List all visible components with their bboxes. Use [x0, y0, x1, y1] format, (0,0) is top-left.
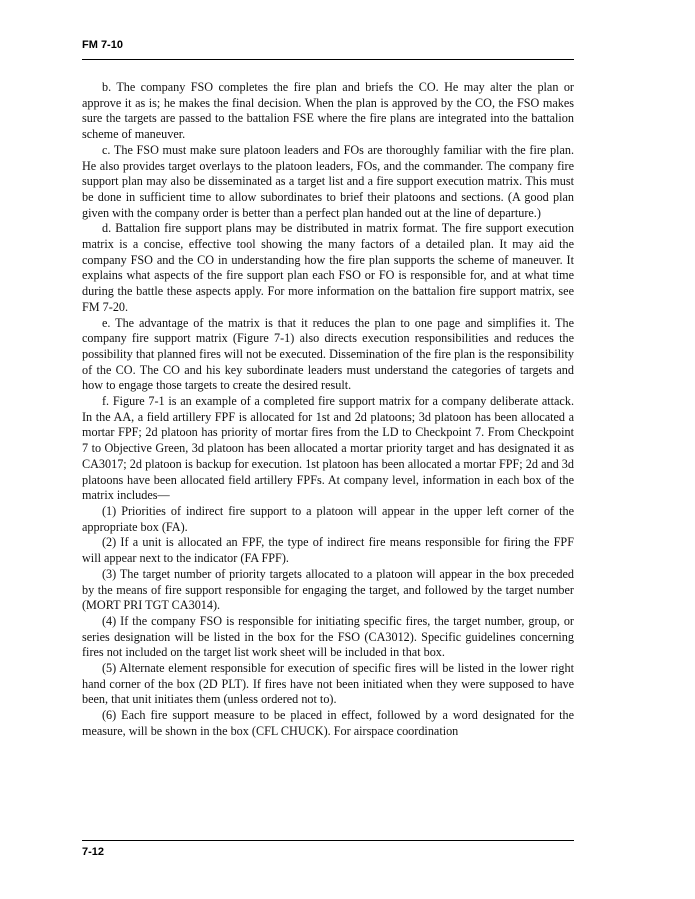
- subparagraph-6: (6) Each fire support measure to be placed in effect, followed by a word designated for the measure, will be shown in the box (CFL CHUCK). For airspace coordination: [82, 708, 574, 738]
- paragraph-c: c. The FSO must make sure platoon leaders and FOs are thoroughly familiar with the fire plan. He also provides target overlays to the platoon leaders, FOs, and the commander. The company fire support plan may also be disseminated as a target list and a fire support execution matrix. This must be done in sufficient time to allow subordinates to brief their platoons and sections. (A good plan given with the company order is better than a perfect plan handed out at the line of departure.): [82, 142, 574, 220]
- body-text: [82, 80, 574, 740]
- subparagraph-5: (5) Alternate element responsible for execution of specific fires will be listed in the lower right hand corner of the box (2D PLT). If fires have not been initiated when they were supposed to have been, that unit initiates them (unless ordered not to).: [82, 661, 574, 707]
- subparagraph-3: (3) The target number of priority targets allocated to a platoon will appear in the box preceded by the means of fire support responsible for engaging the target, and followed by the target number (MORT PRI TGT CA3014).: [82, 566, 574, 613]
- page-header: [82, 39, 574, 60]
- paragraph-f: f. Figure 7-1 is an example of a completed fire support matrix for a company deliberate attack. In the AA, a field artillery FPF is allocated for 1st and 2d platoons; 3d platoon has been allocated a mortar FPF; 2d platoon has priority of mortar fires from the LD to Checkpoint 7. From Checkpoint 7 to Objective Green, 3d platoon has been allocated a mortar priority target and has designated it as CA3017; 2d platoon is backup for execution. 1st platoon has been allocated a mortar FPF; 2d and 3d platoons have been allocated field artillery FPFs. At company level, information in each box of the matrix includes—: [82, 394, 574, 503]
- subparagraph-4: (4) If the company FSO is responsible for initiating specific fires, the target number, group, or series designation will be listed in the box for the FSO (CA3012). Specific guidelines concerning fires not included on the target list work sheet will be included in that box.: [82, 613, 574, 660]
- page-footer: [82, 840, 574, 858]
- page-number: 7-12: [82, 846, 105, 858]
- subparagraph-2: (2) If a unit is allocated an FPF, the type of indirect fire means responsible for firing the FPF will appear next to the indicator (FA FPF).: [82, 535, 574, 566]
- paragraph-d: d. Battalion fire support plans may be distributed in matrix format. The fire support execution matrix is a concise, effective tool showing the many factors of a detailed plan. It may aid the company FSO and the CO in understanding how the fire plan supports the scheme of maneuver. It explains what aspects of the fire support plan each FSO or FO is responsible for, and at what time during the battle these aspects apply. For more information on the battalion fire support matrix, see FM 7-20.: [82, 221, 574, 314]
- subparagraph-1: (1) Priorities of indirect fire support to a platoon will appear in the upper left corner of the appropriate box (FA).: [82, 503, 574, 534]
- document-id: FM 7-10: [82, 39, 123, 51]
- paragraph-b: b. The company FSO completes the fire plan and briefs the CO. He may alter the plan or approve it as is; he makes the final decision. When the plan is approved by the CO, the FSO makes sure the targets are passed to the battalion FSE where the fire plans are integrated into the battalion scheme of maneuver.: [82, 80, 574, 142]
- paragraph-e: e. The advantage of the matrix is that it reduces the plan to one page and simplifies it. The company fire support matrix (Figure 7-1) also directs execution responsibilities and reduces the possibility that planned fires will not be executed. Dissemination of the fire plan is the responsibility of the CO. The CO and his key subordinate leaders must understand the categories of targets and how to engage those targets to create the desired result.: [82, 315, 574, 393]
